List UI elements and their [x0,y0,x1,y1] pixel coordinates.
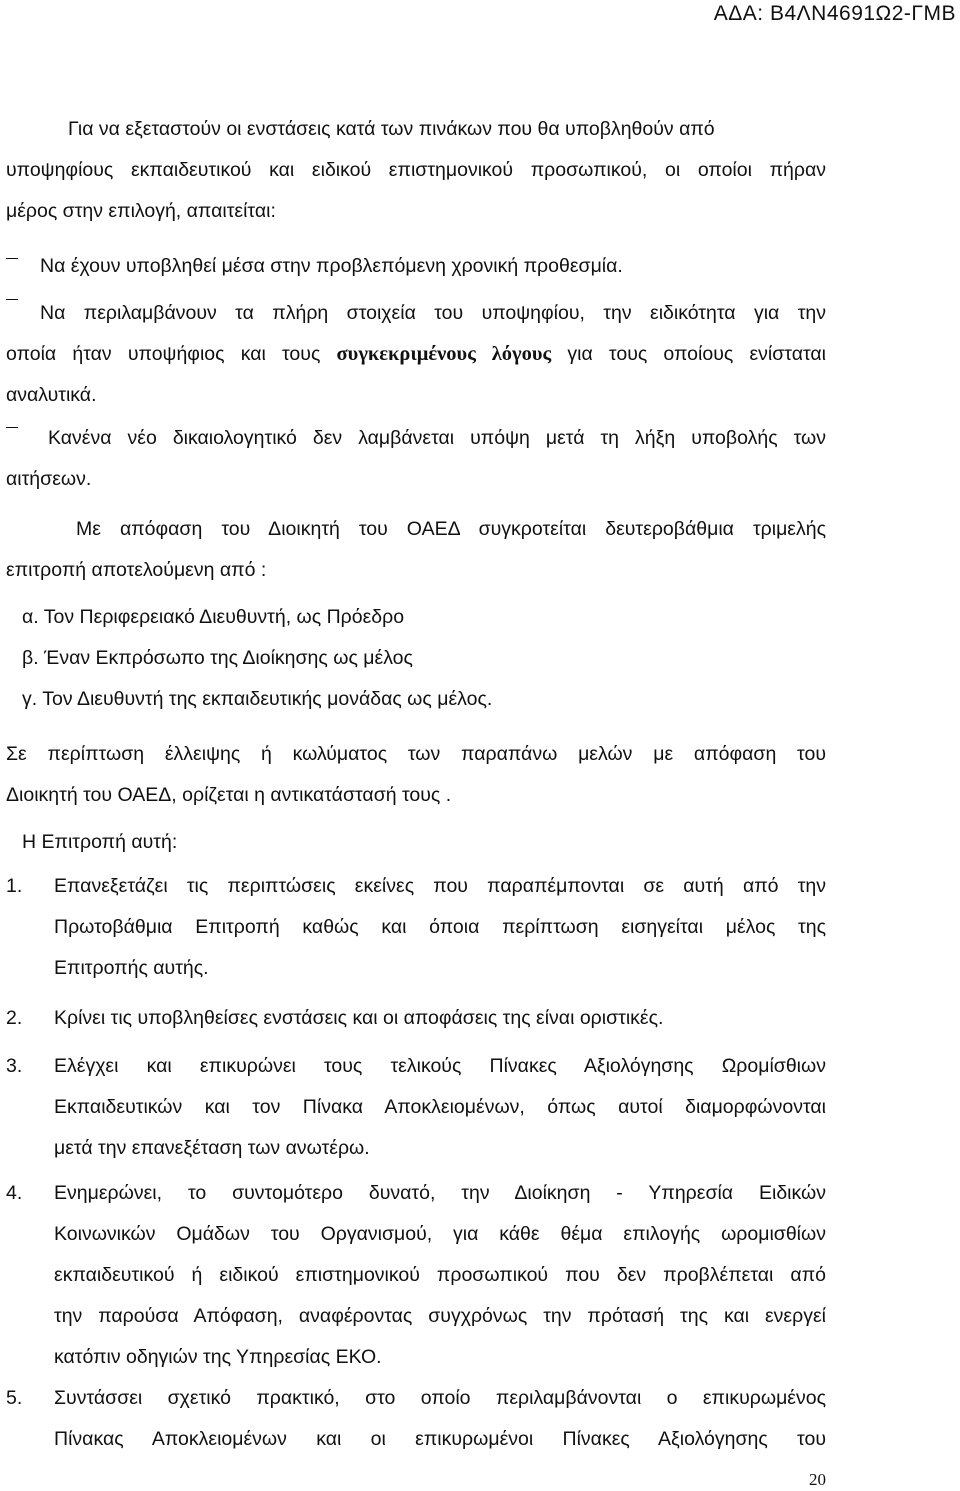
requirement-no-new-docs-line-1: Κανένα νέο δικαιολογητικό δεν λαμβάνεται υπόψη μετά τη λήξη υποβολής των [48,427,826,449]
duty-item-4-line-5: κατόπιν οδηγιών της Υπηρεσίας ΕΚΟ. [54,1346,382,1368]
intro-line-3: μέρος στην επιλογή, απαιτείται: [6,200,276,222]
requirement-no-new-docs [6,418,826,500]
page-number: 20 [809,1470,826,1489]
requirement-details-line-2a: οποία ήταν υποψήφιος και τους [6,343,337,365]
intro-paragraph [6,109,826,232]
item-number: 1. [6,875,23,897]
specific-reasons-bold: συγκεκριμένους λόγους [336,343,552,365]
duty-item-3-line-2: Εκπαιδευτικών και τον Πίνακα Αποκλειομένων, όπως αυτοί διαμορφώνονται [54,1096,826,1118]
intro-line-1: Για να εξεταστούν οι ενστάσεις κατά των πινάκων που θα υποβληθούν από [68,118,715,140]
requirement-details-line-2c: για τους οποίους ενίσταται [551,343,826,365]
duty-item-5-line-1: Συντάσσει σχετικό πρακτικό, στο οποίο περιλαμβάνονται ο επικυρωμένος [54,1387,826,1409]
duty-item-4-line-1: Ενημερώνει, το συντομότερο δυνατό, την Διοίκηση - Υπηρεσία Ειδικών [54,1182,826,1204]
duty-item-4 [54,1173,826,1378]
dash-bullet [6,258,18,259]
duty-item-3 [54,1046,826,1169]
member-administration: β. Έναν Εκπρόσωπο της Διοίκησης ως μέλος [22,647,413,669]
committee-formation-line-1: Με απόφαση του Διοικητή του ΟΑΕΔ συγκροτείται δευτεροβάθμια τριμελής [76,518,826,540]
requirement-deadline-text: Να έχουν υποβληθεί μέσα στην προβλεπόμενη χρονική προθεσμία. [40,255,623,277]
item-number: 3. [6,1055,23,1077]
replacement-paragraph [6,734,826,816]
requirement-details-line-1: Να περιλαμβάνουν τα πλήρη στοιχεία του υποψηφίου, την ειδικότητα για την [40,302,826,324]
item-number: 5. [6,1387,23,1409]
duty-item-3-line-1: Ελέγχει και επικυρώνει τους τελικούς Πίνακες Αξιολόγησης Ωρομίσθιων [54,1055,826,1077]
ada-code: ΑΔΑ: Β4ΛΝ4691Ω2-ΓΜΒ [713,2,956,25]
duty-item-1-line-3: Επιτροπής αυτής. [54,957,209,979]
duty-item-3-line-3: μετά την επανεξέταση των ανωτέρω. [54,1137,370,1159]
committee-duties-heading-text: Η Επιτροπή αυτή: [22,831,178,853]
committee-members [22,597,492,720]
duty-item-4-line-3: εκπαιδευτικού ή ειδικού επιστημονικού προσωπικού που δεν προβλέπεται από [54,1264,826,1286]
requirement-details [6,293,826,416]
duty-item-4-line-2: Κοινωνικών Ομάδων του Οργανισμού, για κάθε θέμα επιλογής ωρομισθίων [54,1223,826,1245]
member-president: α. Τον Περιφερειακό Διευθυντή, ως Πρόεδρο [22,606,405,628]
duty-item-2 [54,998,663,1039]
duty-item-5 [54,1378,826,1460]
duty-item-1-line-2: Πρωτοβάθμια Επιτροπή καθώς και όποια περίπτωση εισηγείται μέλος της [54,916,826,938]
duty-item-4-line-4: την παρούσα Απόφαση, αναφέροντας συγχρόνως την πρότασή της και ενεργεί [54,1305,826,1327]
duty-item-5-line-2: Πίνακας Αποκλειομένων και οι επικυρωμένοι Πίνακες Αξιολόγησης του [54,1428,826,1450]
item-number: 4. [6,1182,23,1204]
committee-formation [6,509,826,591]
duty-item-2-line-1: Κρίνει τις υποβληθείσες ενστάσεις και οι αποφάσεις της είναι οριστικές. [54,1007,664,1029]
committee-duties-heading [22,822,177,863]
requirement-details-line-3: αναλυτικά. [6,384,97,406]
duty-item-1 [54,866,826,989]
member-director: γ. Τον Διευθυντή της εκπαιδευτικής μονάδας ως μέλος. [22,688,493,710]
replacement-line-1: Σε περίπτωση έλλειψης ή κωλύματος των παραπάνω μελών με απόφαση του [6,743,826,765]
committee-formation-line-2: επιτροπή αποτελούμενη από : [6,559,267,581]
intro-line-2: υποψηφίους εκπαιδευτικού και ειδικού επιστημονικού προσωπικού, οι οποίοι πήραν [6,159,826,181]
item-number: 2. [6,1007,23,1029]
replacement-line-2: Διοικητή του ΟΑΕΔ, ορίζεται η αντικατάστασή τους . [6,784,452,806]
requirement-no-new-docs-line-2: αιτήσεων. [6,468,92,490]
requirement-deadline [40,246,623,287]
duty-item-1-line-1: Επανεξετάζει τις περιπτώσεις εκείνες που παραπέμπονται σε αυτή από την [54,875,826,897]
requirement-details-line-2 [6,334,826,375]
